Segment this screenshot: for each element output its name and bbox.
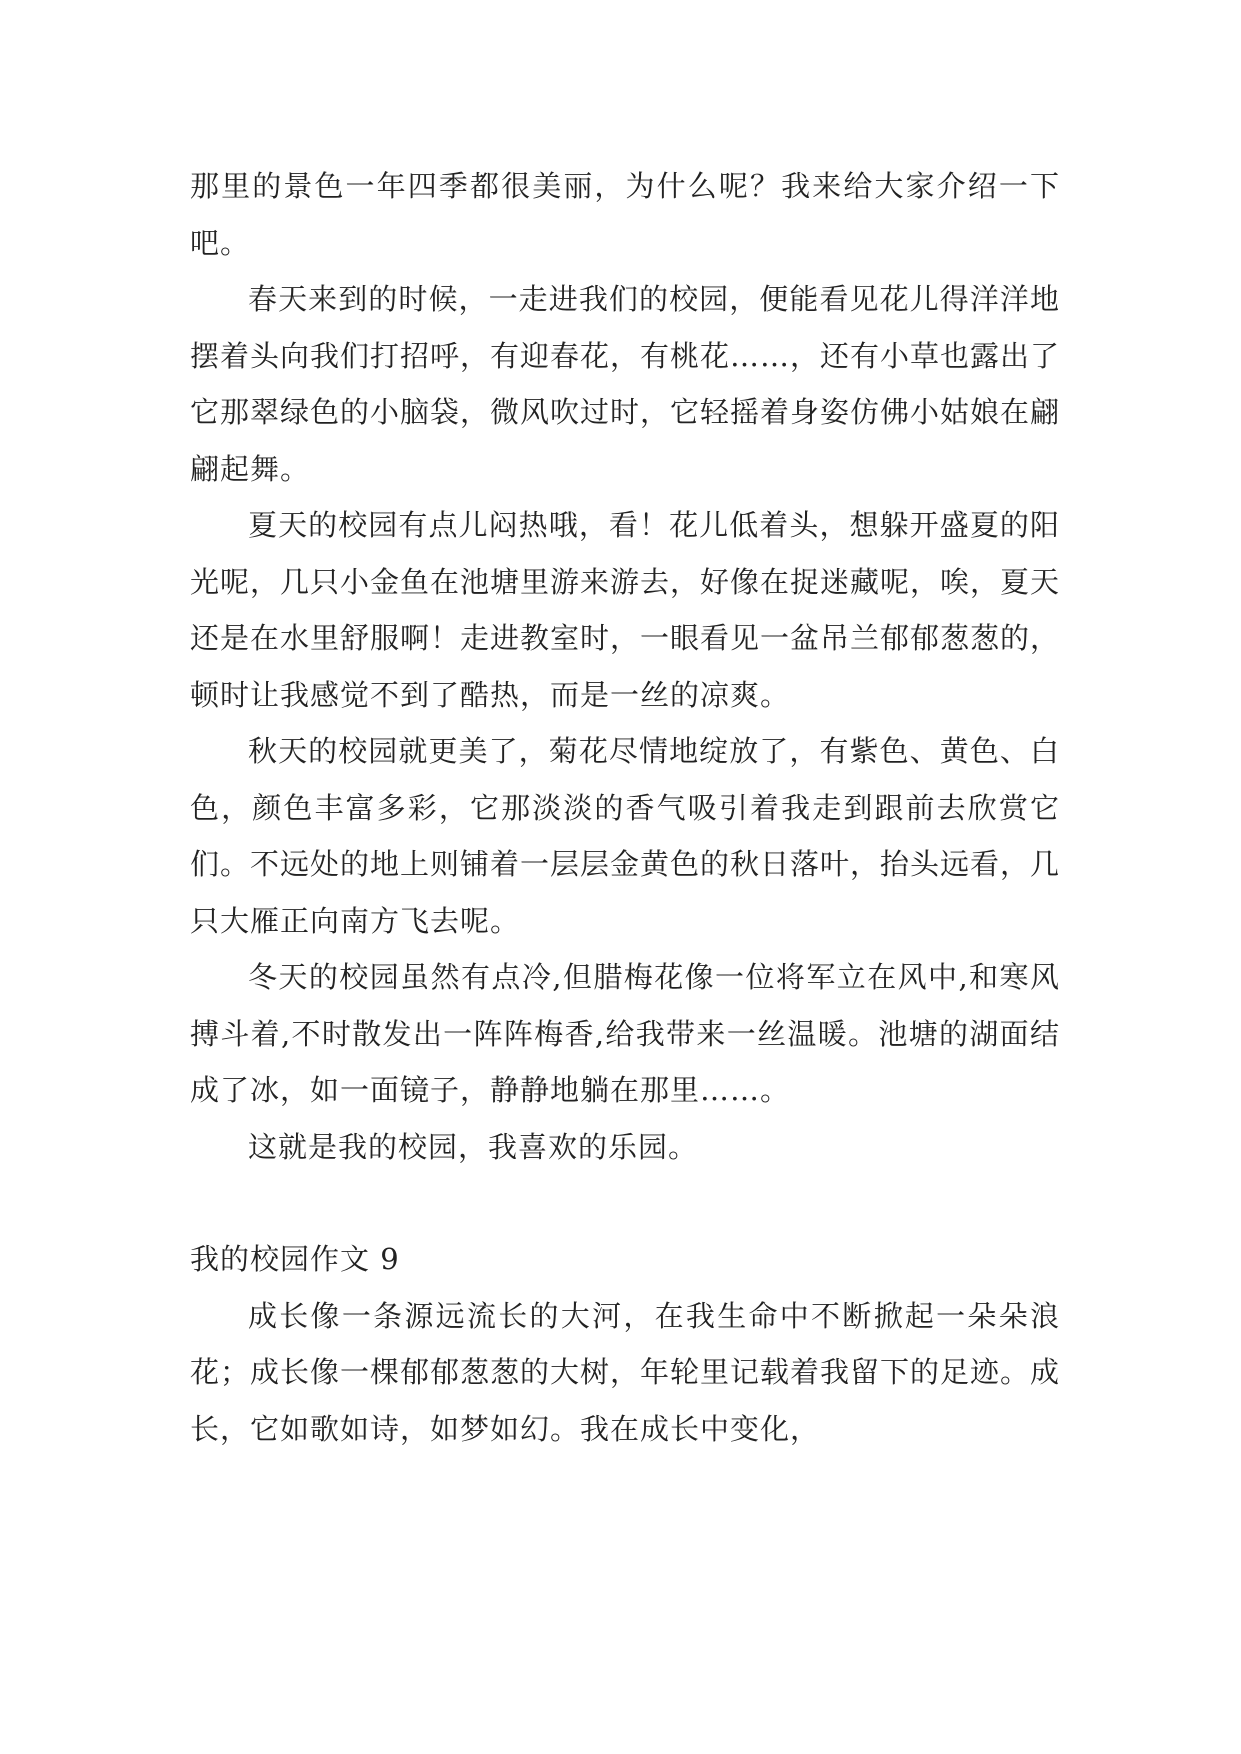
document-body (190, 158, 1060, 1457)
paragraph-conclusion: 这就是我的校园，我喜欢的乐园。 (248, 1129, 699, 1164)
section-title: 我的校园作文 9 (190, 1242, 400, 1276)
paragraph-winter: 冬天的校园虽然有点冷,但腊梅花像一位将军立在风中,和寒风搏斗着,不时散发出一阵阵梅香,给我带来一丝温暖。池塘的湖面结成了冰，如一面镜子，静静地躺在那里……。 (190, 960, 1060, 1107)
paragraph-autumn: 秋天的校园就更美了，菊花尽情地绽放了，有紫色、黄色、白色，颜色丰富多彩，它那淡淡的香气吸引着我走到跟前去欣赏它们。不远处的地上则铺着一层层金黄色的秋日落叶，抬头远看，几只大雁正向南方飞去呢。 (190, 734, 1061, 938)
paragraph-summer: 夏天的校园有点儿闷热哦，看！花儿低着头，想躲开盛夏的阳光呢，几只小金鱼在池塘里游来游去，好像在捉迷藏呢，唉，夏天还是在水里舒服啊！走进教室时，一眼看见一盆吊兰郁郁葱葱的，顿时让我感觉不到了酷热，而是一丝的凉爽。 (190, 508, 1061, 712)
paragraph-growth: 成长像一条源远流长的大河，在我生命中不断掀起一朵朵浪花；成长像一棵郁郁葱葱的大树，年轮里记载着我留下的足迹。成长，它如歌如诗，如梦如幻。我在成长中变化， (190, 1298, 1061, 1446)
paragraph-spring: 春天来到的时候，一走进我们的校园，便能看见花儿得洋洋地摆着头向我们打招呼，有迎春花，有桃花……，还有小草也露出了它那翠绿色的小脑袋，微风吹过时，它轻摇着身姿仿佛小姑娘在翩翩起舞。 (190, 282, 1061, 486)
paragraph-continuation: 那里的景色一年四季都很美丽，为什么呢？我来给大家介绍一下吧。 (190, 169, 1060, 260)
